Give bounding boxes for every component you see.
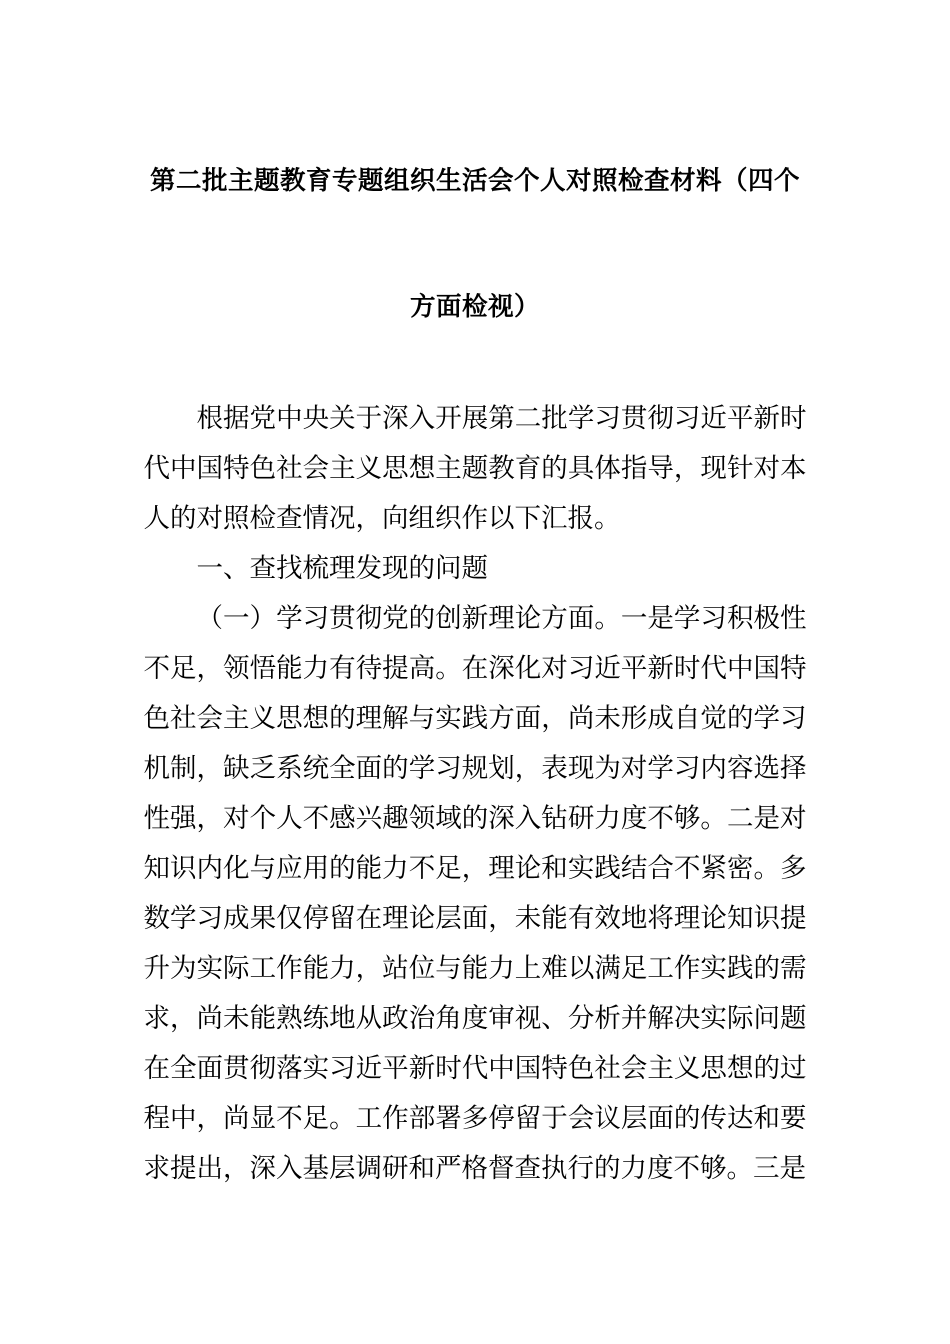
document-body — [144, 393, 807, 1193]
document-title: 第二批主题教育专题组织生活会个人对照检查材料（四个方面检视） — [149, 166, 800, 321]
section-heading: 一、查找梳理发现的问题 — [196, 553, 488, 583]
paragraph-intro: 根据党中央关于深入开展第二批学习贯彻习近平新时代中国特色社会主义思想主题教育的具体指导，现针对本人的对照检查情况，向组织作以下汇报。 — [143, 403, 807, 533]
paragraph-problems-section: （一）学习贯彻党的创新理论方面。一是学习积极性不足，领悟能力有待提高。在深化对习近平新时代中国特色社会主义思想的理解与实践方面，尚未形成自觉的学习机制，缺乏系统全面的学习规划，表现为对学习内容选择性强，对个人不感兴趣领域的深入钻研力度不够。二是对知识内化与应用的能力不足，理论和实践结合不紧密。多数学习成果仅停留在理论层面，未能有效地将理论知识提升为实际工作能力，站位与能力上难以满足工作实践的需求，尚未能熟练地从政治角度审视、分析并解决实际问题在全面贯彻落实习近平新时代中国特色社会主义思想的过程中，尚显不足。工作部署多停留于会议层面的传达和要求提出，深入基层调研和严格督查执行的力度不够。三是 — [143, 603, 807, 1183]
